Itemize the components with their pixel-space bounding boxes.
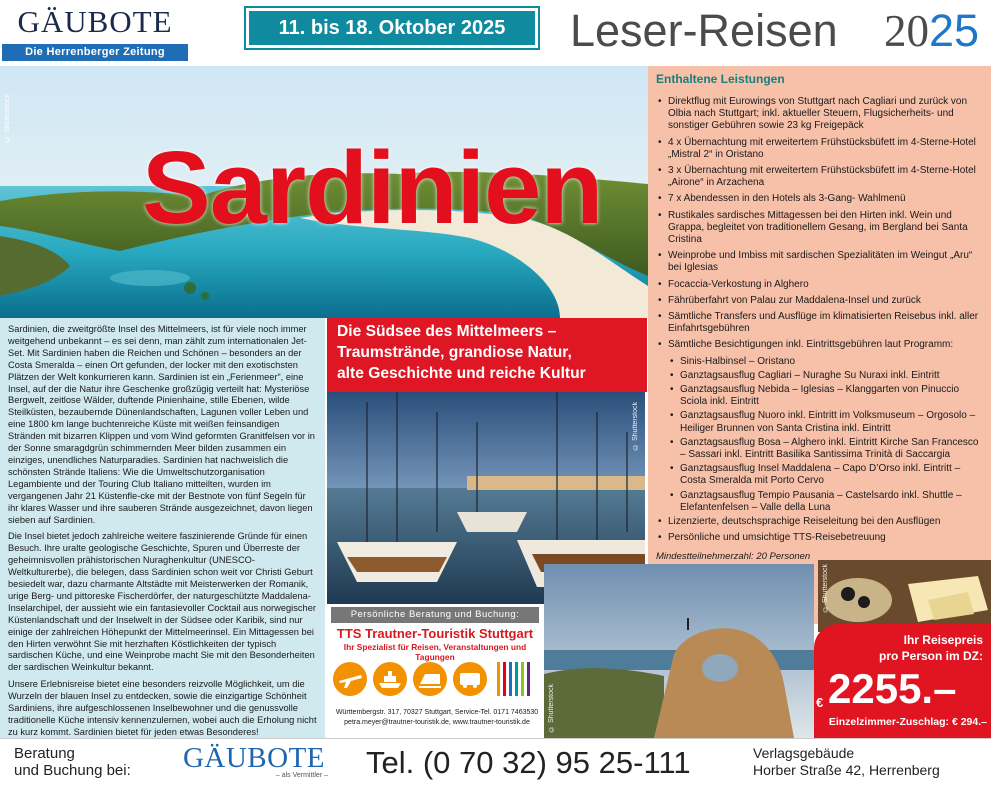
booking-box: [327, 604, 542, 738]
photo-credit: © Shutterstock: [548, 684, 555, 732]
hero-title: Sardinien: [142, 130, 603, 245]
footer-label-line: und Buchung bei:: [14, 762, 131, 779]
date-banner: 11. bis 18. Oktober 2025: [246, 8, 538, 48]
service-item: • 7 x Abendessen in den Hotels als 3-Gang- Wahlmenü: [656, 193, 981, 205]
photo-credit: © Shutterstock: [632, 402, 639, 450]
gaeubote-logo: [2, 2, 188, 60]
year-part-b: 25: [929, 5, 980, 56]
rock-formation-photo: [544, 564, 814, 738]
series-year: [884, 0, 979, 62]
booking-contact: petra.meyer@trautner-touristik.de, www.trautner-touristik.de: [344, 719, 530, 726]
airplane-icon: [333, 662, 367, 696]
service-item: • Persönliche und umsichtige TTS-Reisebetreuung: [656, 532, 981, 544]
bus-icon: [453, 662, 487, 696]
article-paragraph: Die Insel bietet jedoch zahlreiche weitere faszinierende Gründe für einen Besuch. Ihre uralte geologische Geschichte, Spuren und Überreste der geheimnisvollen prähistorischen Nuraghenkultur (UNESCO-Weltkulturerbe), die belegen, dass Sardinien schon weit vor Christi Geburt besiedelt war, dazu charmante Altstädte mit Meisterwerken der Romanik, urige Berg- und pittoreske Fischerdörfer, der naturgeschützte Maddalena-Inselarchipel, der aussieht wie ein fantasievoller Cocktail aus norwegischer Küstenlandschaft und der Inselwelt in der Südsee oder Karibik, sind nur einige der zahlreichen Höhepunkt der Mittelmeerinsel. Ein Mittagessen bei den Hirten verwöhnt Sie mit herzhaften Köstlichkeiten der typisch sardischen Küche, und eine Weinprobe macht Sie mit den Besonderheiten der sardischen Weinkultur bekannt.: [8, 531, 316, 673]
service-item: • Sämtliche Transfers und Ausflüge im klimatisierten Reisebus inkl. aller Einfahrtsgebühren: [656, 311, 981, 335]
decor-bar: [503, 662, 506, 696]
footer-address-line: Verlagsgebäude: [753, 745, 855, 761]
year-part-a: 20: [884, 6, 929, 56]
booking-street: Württembergstr. 317, 70327 Stuttgart, Service-Tel. 0171 7463530: [335, 709, 539, 716]
article-paragraph: Unsere Erlebnisreise bietet eine besonders reizvolle Möglichkeit, um die Wurzeln der blauen Insel zu entdecken, sowie die einzigartige Schönheit Sardiniens, ihre aufgeschlossenen Inselbewohner und die genussvolle traditionelle Küche intensiv kennenzulernen, wobei auch die Erholung nicht zu kurz kommt. Sardinien bietet für jeden etwas Besonderes!: [8, 679, 317, 737]
service-subitem: • Ganztagsausflug Bosa – Alghero inkl. Eintritt Kirche San Francesco – Sassari inkl. Eintritt Basilika Santissima Trinità di Saccargia: [656, 437, 981, 461]
price-label: [823, 632, 983, 664]
services-panel: [648, 66, 991, 624]
logo-subtitle: Die Herrenberger Zeitung: [2, 44, 188, 61]
booking-tagline: Ihr Spezialist für Reisen, Veranstaltungen und Tagungen: [343, 642, 527, 662]
decor-bar: [521, 662, 524, 696]
footer-address-line: Horber Straße 42, Herrenberg: [753, 762, 940, 778]
service-item: • Direktflug mit Eurowings von Stuttgart nach Cagliari und zurück von Olbia nach Stuttgart; inkl. aktueller Steuern, Flugsicherheits- und sonstiger Gebühren sowie 23 kg Freigepäck: [656, 96, 981, 133]
footer-logo: GÄUBOTE: [182, 742, 326, 774]
decor-bar: [515, 662, 518, 696]
service-item: • Rustikales sardisches Mittagessen bei den Hirten inkl. Wein und Grappa, begleitet von traditionellem Gesang, im Bergland bei Santa Cristina: [656, 210, 981, 247]
services-note: Mindestteilnehmerzahl: 20 Personen: [656, 550, 811, 562]
service-subitem: • Ganztagsausflug Cagliari – Nuraghe Su Nuraxi inkl. Eintritt: [656, 370, 981, 382]
price-badge: [814, 624, 991, 738]
photo-credit: © Shutterstock: [822, 564, 829, 612]
footer-bar: [0, 738, 991, 787]
hero-beach-photo: [0, 66, 648, 318]
series-title: Leser-Reisen: [570, 5, 838, 56]
footer-booking-label: [14, 745, 131, 779]
decor-bar: [497, 662, 500, 696]
subtitle-line: Die Südsee des Mittelmeers –: [337, 323, 557, 340]
ship-icon: [373, 662, 407, 696]
subtitle-line: alte Geschichte und reiche Kultur: [337, 365, 586, 382]
service-item: • 3 x Übernachtung mit erweitertem Frühstücksbüfett im 4-Sterne-Hotel „Airone“ in Arzachena: [656, 165, 981, 189]
subtitle-line: Traumstrände, grandiose Natur,: [337, 344, 572, 361]
service-item: • Lizenzierte, deutschsprachige Reiseleitung bei den Ausflügen: [656, 516, 981, 528]
price-label-line: Ihr Reisepreis: [903, 633, 983, 647]
cheese-illustration: [818, 560, 991, 632]
booking-address: [331, 708, 543, 728]
booking-company: TTS Trautner-Touristik Stuttgart: [336, 626, 534, 641]
rocks-illustration: [544, 564, 814, 738]
footer-address: [753, 745, 940, 779]
service-item: • Weinprobe und Imbiss mit sardischen Spezialitäten im Weingut „Aru“ bei Iglesias: [656, 250, 981, 274]
price-amount: 2255.–: [828, 665, 957, 712]
food-photo: [818, 560, 991, 632]
footer-label-line: Beratung: [14, 745, 75, 762]
service-subitem: • Ganztagsausflug Tempio Pausania – Castelsardo inkl. Shuttle – Elefantenfelsen – Valle della Luna: [656, 490, 981, 514]
subtitle-banner: [327, 318, 647, 392]
service-item: • Fährüberfahrt von Palau zur Maddalena-Insel und zurück: [656, 295, 981, 307]
services-list: [656, 96, 981, 545]
services-heading: Enthaltene Leistungen: [656, 72, 785, 86]
service-subitem: • Ganztagsausflug Nebida – Iglesias – Klanggarten von Pinuccio Sciola inkl. Eintritt: [656, 384, 981, 408]
service-subitem: • Ganztagsausflug Nuoro inkl. Eintritt im Volksmuseum – Orgosolo – Heiliger Brunnen von Santa Cristina inkl. Eintritt: [656, 410, 981, 434]
footer-phone[interactable]: Tel. (0 70 32) 95 25-111: [366, 745, 691, 780]
price-label-line: pro Person im DZ:: [878, 649, 983, 663]
service-subitem: • Sinis-Halbinsel – Oristano: [656, 356, 981, 368]
train-icon: [413, 662, 447, 696]
service-item: • 4 x Übernachtung mit erweitertem Frühstücksbüfett im 4-Sterne-Hotel „Mistral 2“ in Oristano: [656, 137, 981, 161]
article-body: [0, 318, 325, 738]
booking-heading: Persönliche Beratung und Buchung:: [331, 607, 539, 623]
service-item: • Sämtliche Besichtigungen inkl. Eintrittsgebühren laut Programm:: [656, 339, 981, 351]
single-room-supplement: Einzelzimmer-Zuschlag: € 294.–: [828, 716, 987, 728]
decor-bar: [509, 662, 512, 696]
service-item: • Focaccia-Verkostung in Alghero: [656, 279, 981, 291]
article-paragraph: Sardinien, die zweitgrößte Insel des Mittelmeers, ist für viele noch immer weitgehend unbekannt – es sei denn, man zählt zum internationalen Jet-Set. Mit Sardinien haben die Reichen und Schönen – besonders an der Costa Smeralda – einen Ort gefunden, der locker mit den exotischsten Plätzen der Welt konkurrieren kann. Sardinien ist ein „Ferienmeer“, eine Insel, auf der die Natur ihre Geschenke großzügig verteilt hat: Mysteriöse Bergwelt, zeitlose Wälder, duftende Pinienhaine, stille Ebenen, wilde Steilküsten, bezaubernde Dünenlandschaften, Lagunen voller Leben und eine 1800 km lange buchtenreiche Küste mit weißen feinsandigen Stränden mit bizarren Klippen und vom Wind geformten Granitfelsen vor in der Sonne smaragdgrün schimmernden Meer bilden zusammen ein einziges, unendliches Naturparadies. Sardinien hat nachweislich die schönsten Strände Italiens: Wie die Umweltschutzorganisation Legambiente und der Touring Club Italiano mitteilten, wurden im vergangenen Jahr 21 Küstenfle-cke mit der Bestnote von fünf Segeln für ihr klares Wasser und ihre sauberen Strände ausgezeichnet, davon liegen sieben auf Sardinien.: [8, 324, 315, 525]
footer-logo-sub: – als Vermittler –: [275, 772, 328, 779]
logo-name: GÄUBOTE: [17, 4, 173, 39]
transport-icons: [333, 662, 541, 702]
decor-bar: [527, 662, 530, 696]
price-currency: €: [816, 695, 824, 710]
service-subitem: • Ganztagsausflug Insel Maddalena – Capo D’Orso inkl. Eintritt – Costa Smeralda mit Porto Cervo: [656, 463, 981, 487]
photo-credit: © Shutterstock: [4, 94, 11, 142]
